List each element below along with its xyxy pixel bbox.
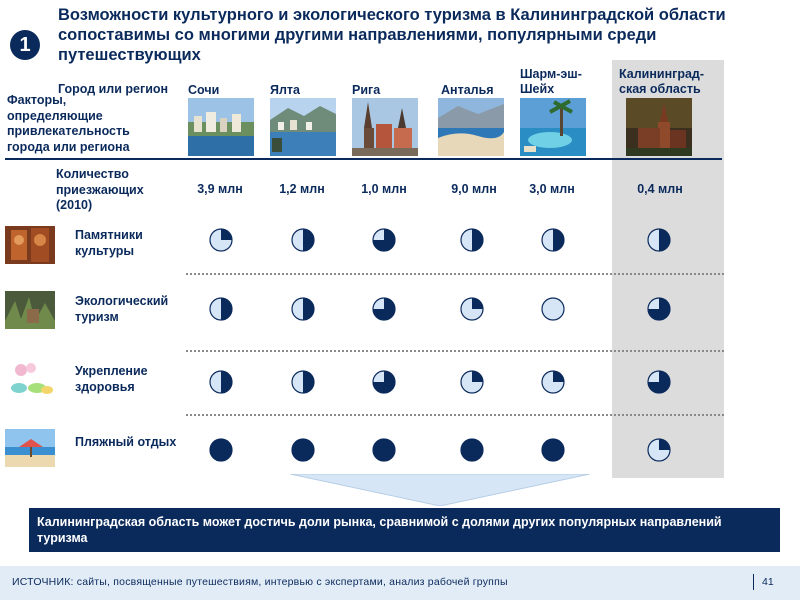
row-separator-3 — [186, 414, 724, 416]
page-number: 41 — [762, 576, 774, 588]
culture-photo — [5, 226, 55, 264]
source-note: ИСТОЧНИК: сайты, посвященные путешествиям, интервью с экспертами, анализ рабочей группы — [12, 576, 508, 588]
harvey-ball-sharm-row4 — [541, 438, 565, 462]
visitors-yalta: 1,2 млн — [279, 182, 325, 196]
page-separator — [753, 574, 754, 590]
beach-photo — [5, 429, 55, 467]
harvey-ball-riga-row2 — [372, 297, 396, 321]
harvey-ball-sharm-row2 — [541, 297, 565, 321]
city-name-kaliningrad: Калининград- ская область — [619, 67, 705, 96]
city-name-sochi: Сочи — [188, 83, 220, 97]
visitors-sharm: 3,0 млн — [529, 182, 575, 196]
row-separator-2 — [186, 350, 724, 352]
harvey-ball-sochi-row2 — [209, 297, 233, 321]
row-separator-1 — [186, 273, 724, 275]
riga-photo — [352, 98, 418, 156]
harvey-ball-kaliningrad-row4 — [647, 438, 671, 462]
harvey-ball-yalta-row3 — [291, 370, 315, 394]
ecotourism-photo — [5, 291, 55, 329]
harvey-ball-antalya-row4 — [460, 438, 484, 462]
harvey-ball-sharm-row3 — [541, 370, 565, 394]
header-factors: Факторы, определяющие привлекательность города или региона — [7, 93, 130, 154]
harvey-ball-yalta-row2 — [291, 297, 315, 321]
harvey-ball-yalta-row1 — [291, 228, 315, 252]
header-city-region: Город или регион — [58, 82, 169, 96]
conclusion-box: Калининградская область может достичь доли рынка, сравнимой с долями других популярных направлений туризма — [29, 508, 780, 552]
factor-label-beach: Пляжный отдых — [75, 435, 177, 449]
city-name-sharm: Шарм-эш- Шейх — [520, 67, 582, 96]
city-name-yalta: Ялта — [270, 83, 300, 97]
harvey-ball-antalya-row3 — [460, 370, 484, 394]
slide-title: Возможности культурного и экологического туризма в Калининградской области сопоставимы со многими другими направлениями, популярными среди путешествующих — [58, 6, 726, 64]
harvey-ball-kaliningrad-row1 — [647, 228, 671, 252]
visitors-riga: 1,0 млн — [361, 182, 407, 196]
visitors-label: Количество приезжающих (2010) — [56, 167, 144, 212]
harvey-ball-kaliningrad-row3 — [647, 370, 671, 394]
factor-label-wellness: Укрепление здоровья — [75, 364, 148, 394]
header-divider — [5, 158, 722, 160]
factor-label-eco: Экологический туризм — [75, 294, 169, 324]
harvey-ball-sochi-row3 — [209, 370, 233, 394]
antalya-photo — [438, 98, 504, 156]
yalta-photo — [270, 98, 336, 156]
city-name-antalya: Анталья — [441, 83, 494, 97]
visitors-kaliningrad: 0,4 млн — [637, 182, 683, 196]
harvey-ball-kaliningrad-row2 — [647, 297, 671, 321]
sharm-photo — [520, 98, 586, 156]
harvey-ball-sharm-row1 — [541, 228, 565, 252]
factor-label-culture: Памятники культуры — [75, 228, 143, 258]
harvey-ball-riga-row4 — [372, 438, 396, 462]
down-arrow-icon — [290, 474, 590, 506]
harvey-ball-riga-row3 — [372, 370, 396, 394]
harvey-ball-riga-row1 — [372, 228, 396, 252]
wellness-photo — [5, 360, 55, 398]
city-name-riga: Рига — [352, 83, 381, 97]
harvey-ball-sochi-row1 — [209, 228, 233, 252]
slide-number-badge: 1 — [10, 30, 40, 60]
sochi-photo — [188, 98, 254, 156]
harvey-ball-antalya-row2 — [460, 297, 484, 321]
visitors-sochi: 3,9 млн — [197, 182, 243, 196]
harvey-ball-antalya-row1 — [460, 228, 484, 252]
kaliningrad-photo — [626, 98, 692, 156]
harvey-ball-sochi-row4 — [209, 438, 233, 462]
harvey-ball-yalta-row4 — [291, 438, 315, 462]
visitors-antalya: 9,0 млн — [451, 182, 497, 196]
